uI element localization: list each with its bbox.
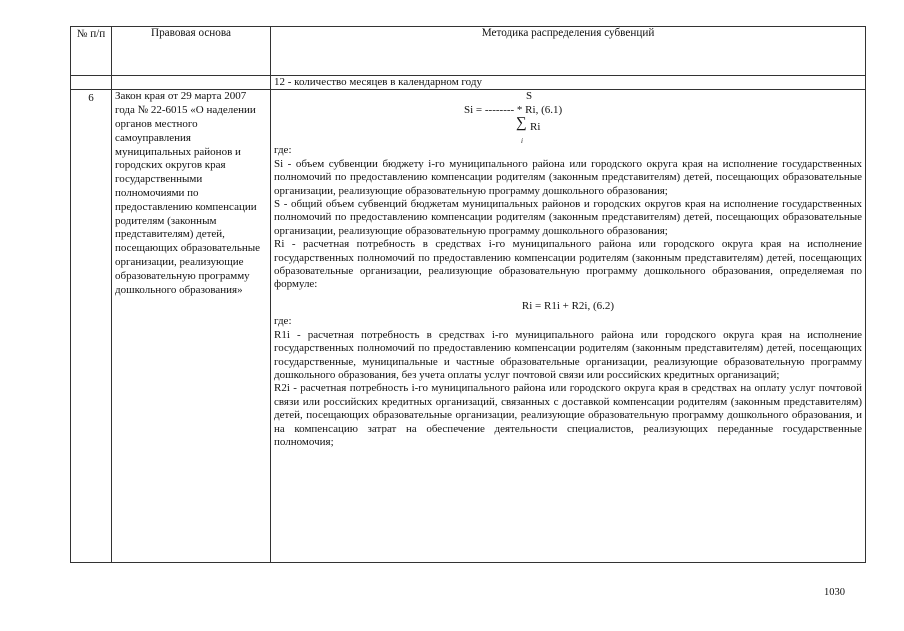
table-row xyxy=(71,90,866,563)
sum-symbol: ∑ xyxy=(516,115,527,132)
where-label: где: xyxy=(274,315,292,328)
continuation-text: 12 - количество месяцев в календарном году xyxy=(271,76,866,90)
page-number: 1030 xyxy=(824,587,845,598)
header-number: № п/п xyxy=(71,27,112,76)
legal-basis-text: Закон края от 29 марта 2007 года № 22-6015 «О наделении органов местного самоуправления муниципальных районов и городских округов края государственными полномочиями по предоставлению компенсации родителям (законным представителям) детей, посещающих образовательные организации, реализующие образовательную программу дошкольного образования» xyxy=(112,90,271,563)
formula-numerator: S xyxy=(526,90,533,103)
definition-r1i: R1i - расчетная потребность в средствах i-го муниципального района или городского округа края на исполнение государственных полномочий по предоставлению компенсации родителям (законным представителям) детей, посещающих государственные, муниципальные и частные образовательные организации, реализующие образовательную программу дошкольного образования, без учета оплаты услуг почтовой связи или российских кредитных организаций; xyxy=(274,328,862,381)
definition-si: Si - объем субвенции бюджету i-го муниципального района или городского округа края на исполнение государственных полномочий по предоставлению компенсации родителям (законным представителям) детей, посещающих образовательные организации, реализующие образовательную программу дошкольного образования; xyxy=(274,157,862,197)
definition-s: S - общий объем субвенций бюджетам муниципальных районов и городских округов края на исполнение государственных полномочий по предоставлению компенсации родителям (законным представителям) детей, посещающих образовательные организации, реализующие образовательную программу дошкольного образования; xyxy=(274,198,862,237)
formula-denominator: Ri xyxy=(530,121,541,134)
sum-index: i xyxy=(521,137,523,146)
continuation-row xyxy=(71,76,866,90)
header-legal-basis: Правовая основа xyxy=(112,27,271,76)
definition-ri: Ri - расчетная потребность в средствах i-го муниципального района или городского округа края на исполнение государственных полномочий по предоставлению компенсации родителям (законным представителям) детей, посещающих образовательные организации, реализующие образовательную программу дошкольного образования, определяемая по формуле: xyxy=(274,238,862,291)
where-label: где: xyxy=(274,144,292,157)
table-header-row xyxy=(71,27,866,76)
continuation-number-cell xyxy=(71,76,112,90)
formula-lhs: Si = -------- * Ri, (6.1) xyxy=(464,104,563,117)
definition-r2i: R2i - расчетная потребность i-го муниципального района или городского округа края в средствах на оплату услуг почтовой связи или российских кредитных организаций, связанных с доставкой компенсации родителям (законным представителям) детей, посещающих образовательные организации, реализующие образовательную программу дошкольного образования, и на компенсацию затрат на обеспечение деятельности специалистов, реализующих переданные государственные полномочия; xyxy=(274,382,862,448)
formula-6-2: Ri = R1i + R2i, (6.2) xyxy=(521,299,615,312)
continuation-basis-cell xyxy=(112,76,271,90)
header-methodology: Методика распределения субвенций xyxy=(271,27,866,76)
methodology-table xyxy=(70,26,866,563)
row-number: 6 xyxy=(71,90,112,563)
formula-6-1 xyxy=(274,90,862,144)
methodology-cell xyxy=(271,90,866,563)
